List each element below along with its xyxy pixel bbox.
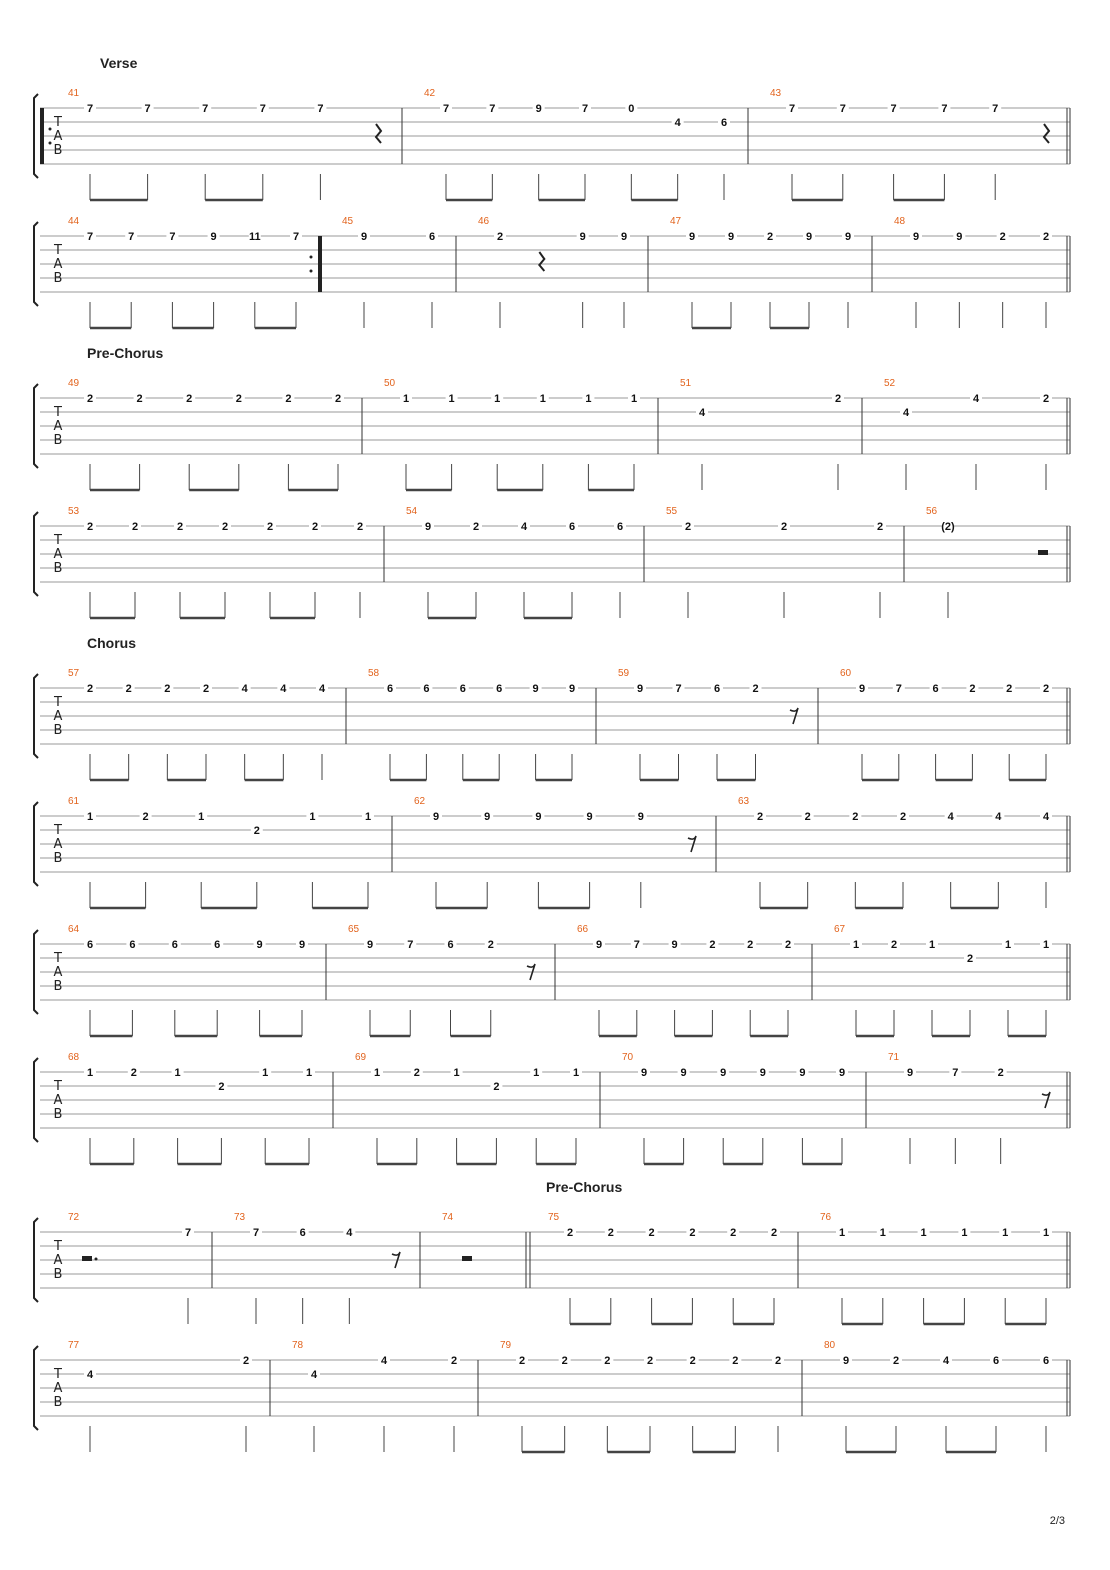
fret-number: 2	[689, 1227, 696, 1239]
fret-number: 9	[360, 231, 368, 243]
tab-clef-letter: A	[53, 547, 63, 562]
fret-number: 6	[171, 939, 178, 951]
fret-number: 1	[364, 811, 372, 823]
fret-number: 6	[423, 683, 430, 695]
measure-number: 60	[840, 668, 852, 679]
fret-number: 7	[788, 103, 796, 115]
tab-clef-letter: T	[54, 1079, 62, 1094]
measure-number: 77	[68, 1340, 80, 1351]
repeat-dot	[49, 142, 52, 145]
rest-dot	[95, 1258, 98, 1261]
measure-number: 66	[577, 924, 589, 935]
fret-number: 4	[1042, 811, 1050, 823]
tab-clef-letter: T	[54, 243, 62, 258]
measure-number: 42	[424, 88, 436, 99]
fret-number: 6	[992, 1355, 1000, 1367]
fret-number: 7	[489, 103, 496, 115]
fret-number: 7	[675, 683, 682, 695]
measure-number: 41	[68, 88, 80, 99]
fret-number: 2	[86, 683, 94, 695]
fret-number: 4	[380, 1355, 388, 1367]
tab-clef-letter: A	[53, 1253, 63, 1268]
fret-number: 6	[932, 683, 939, 695]
fret-number: 2	[266, 521, 274, 533]
fret-number: 2	[756, 811, 764, 823]
fret-number: 4	[241, 683, 248, 695]
measure-number: 65	[348, 924, 360, 935]
fret-number: 4	[280, 683, 287, 695]
fret-number: 2	[235, 393, 242, 405]
system-bracket	[34, 1218, 38, 1302]
fret-number: 1	[879, 1227, 886, 1239]
measure-number: 45	[342, 216, 354, 227]
tab-clef-letter: B	[53, 1395, 63, 1410]
fret-number: 2	[130, 1067, 137, 1079]
measure-number: 43	[770, 88, 782, 99]
fret-number: 4	[972, 393, 980, 405]
fret-number: 9	[956, 231, 963, 243]
fret-number: 1	[1004, 939, 1012, 951]
tab-clef-letter: B	[53, 851, 63, 866]
fret-number: 2	[648, 1227, 655, 1239]
fret-number: 2	[770, 1227, 778, 1239]
fret-number: 9	[532, 683, 539, 695]
fret-number: 1	[86, 811, 94, 823]
tab-clef-letter: A	[53, 1381, 63, 1396]
fret-number: 1	[402, 393, 410, 405]
measure-number: 50	[384, 378, 396, 389]
tab-clef-letter: B	[53, 143, 63, 158]
fret-number: 2	[186, 393, 193, 405]
fret-number: 7	[895, 683, 902, 695]
system-bracket	[34, 512, 38, 596]
measure-number: 78	[292, 1340, 304, 1351]
fret-number: 9	[535, 103, 542, 115]
fret-number: 2	[356, 521, 364, 533]
fret-number: 9	[844, 231, 852, 243]
measure-number: 54	[406, 506, 418, 517]
measure-number: 64	[68, 924, 80, 935]
measure-number: 53	[68, 506, 80, 517]
half-rest	[462, 1256, 472, 1261]
fret-number: 2	[125, 683, 132, 695]
tab-clef-letter: T	[54, 695, 62, 710]
fret-number: 7	[252, 1227, 260, 1239]
fret-number: 2	[834, 393, 842, 405]
fret-number: 2	[487, 939, 494, 951]
fret-number: 9	[688, 231, 696, 243]
fret-number: 2	[780, 521, 788, 533]
fret-number: 6	[720, 117, 728, 129]
fret-number: 2	[131, 521, 139, 533]
fret-number: 9	[484, 811, 491, 823]
fret-number: 2	[607, 1227, 614, 1239]
fret-number: 2	[86, 393, 94, 405]
repeat-end-thick-bar	[318, 236, 322, 292]
fret-number: 1	[448, 393, 455, 405]
fret-number: 7	[86, 231, 94, 243]
tab-clef-letter: A	[53, 257, 63, 272]
fret-number: 9	[799, 1067, 806, 1079]
fret-number: 1	[174, 1067, 181, 1079]
repeat-dot	[49, 128, 52, 131]
fret-number: 6	[428, 231, 436, 243]
fret-number: 9	[636, 683, 644, 695]
fret-number: 6	[616, 521, 624, 533]
fret-number: 9	[620, 231, 628, 243]
fret-number: 4	[902, 407, 910, 419]
fret-number: 1	[630, 393, 638, 405]
fret-number: (2)	[941, 521, 955, 533]
fret-number: 1	[928, 939, 936, 951]
fret-number: 9	[640, 1067, 648, 1079]
fret-number: 4	[86, 1369, 94, 1381]
fret-number: 6	[496, 683, 503, 695]
system-bracket	[34, 1058, 38, 1142]
fret-number: 7	[952, 1067, 959, 1079]
section-label: Chorus	[87, 635, 136, 651]
tab-clef-letter: T	[54, 1239, 62, 1254]
fret-number: 2	[450, 1355, 458, 1367]
system-bracket	[34, 94, 38, 178]
fret-number: 2	[242, 1355, 250, 1367]
system-bracket	[34, 930, 38, 1014]
tab-clef-letter: B	[53, 979, 63, 994]
tab-clef-letter: T	[54, 1367, 62, 1382]
system-bracket	[34, 1346, 38, 1430]
fret-number: 4	[346, 1227, 353, 1239]
fret-number: 1	[1042, 939, 1050, 951]
system-bracket	[34, 384, 38, 468]
fret-number: 2	[493, 1081, 500, 1093]
measure-number: 79	[500, 1340, 512, 1351]
half-rest	[82, 1256, 92, 1261]
section-label: Pre-Chorus	[87, 345, 164, 361]
tab-clef-letter: B	[53, 723, 63, 738]
measure-number: 56	[926, 506, 938, 517]
fret-number: 6	[459, 683, 466, 695]
fret-number: 2	[221, 521, 229, 533]
measure-number: 62	[414, 796, 426, 807]
fret-number: 7	[202, 103, 209, 115]
measure-number: 55	[666, 506, 678, 517]
fret-number: 7	[581, 103, 589, 115]
measure-number: 74	[442, 1212, 454, 1223]
fret-number: 1	[309, 811, 316, 823]
fret-number: 0	[628, 103, 635, 115]
fret-number: 2	[876, 521, 884, 533]
tab-clef-letter: B	[53, 1107, 63, 1122]
section-label: Verse	[100, 55, 138, 71]
measure-number: 49	[68, 378, 80, 389]
fret-number: 7	[633, 939, 640, 951]
fret-number: 1	[539, 393, 546, 405]
fret-number: 9	[838, 1067, 846, 1079]
fret-number: 7	[128, 231, 135, 243]
measure-number: 72	[68, 1212, 80, 1223]
fret-number: 6	[386, 683, 394, 695]
measure-number: 67	[834, 924, 846, 935]
fret-number: 2	[334, 393, 342, 405]
fret-number: 9	[912, 231, 920, 243]
measure-number: 71	[888, 1052, 900, 1063]
fret-number: 2	[142, 811, 149, 823]
fret-number: 9	[759, 1067, 766, 1079]
tab-clef-letter: A	[53, 965, 63, 980]
fret-number: 1	[961, 1227, 968, 1239]
fret-number: 2	[774, 1355, 782, 1367]
fret-number: 9	[432, 811, 440, 823]
fret-number: 2	[684, 521, 692, 533]
fret-number: 9	[586, 811, 593, 823]
fret-number: 7	[259, 103, 266, 115]
fret-number: 2	[311, 521, 319, 533]
measure-number: 46	[478, 216, 490, 227]
fret-number: 2	[86, 521, 94, 533]
tab-clef-letter: A	[53, 837, 63, 852]
measure-number: 63	[738, 796, 750, 807]
measure-number: 68	[68, 1052, 80, 1063]
fret-number: 9	[637, 811, 644, 823]
fret-number: 2	[176, 521, 184, 533]
measure-number: 70	[622, 1052, 634, 1063]
repeat-dot	[310, 256, 313, 259]
fret-number: 4	[942, 1355, 950, 1367]
fret-number: 7	[317, 103, 324, 115]
fret-number: 9	[720, 1067, 727, 1079]
fret-number: 2	[604, 1355, 611, 1367]
fret-number: 2	[1042, 231, 1050, 243]
fret-number: 2	[899, 811, 907, 823]
fret-number: 7	[992, 103, 999, 115]
measure-number: 80	[824, 1340, 836, 1351]
tab-clef-letter: T	[54, 405, 62, 420]
fret-number: 6	[129, 939, 136, 951]
fret-number: 1	[494, 393, 501, 405]
fret-number: 7	[941, 103, 948, 115]
fret-number: 2	[218, 1081, 225, 1093]
fret-number: 2	[890, 939, 898, 951]
fret-number: 6	[568, 521, 576, 533]
fret-number: 2	[136, 393, 143, 405]
page-number: 2/3	[1049, 1515, 1065, 1527]
tab-clef-letter: T	[54, 823, 62, 838]
fret-number: 7	[890, 103, 897, 115]
fret-number: 2	[969, 683, 976, 695]
fret-number: 2	[164, 683, 171, 695]
tab-clef-letter: T	[54, 115, 62, 130]
tab-clef-letter: A	[53, 1093, 63, 1108]
tab-clef-letter: B	[53, 1267, 63, 1282]
fret-number: 1	[198, 811, 205, 823]
fret-number: 7	[407, 939, 414, 951]
quarter-rest	[1044, 124, 1049, 143]
measure-number: 44	[68, 216, 80, 227]
fret-number: 9	[568, 683, 576, 695]
fret-number: 2	[709, 939, 716, 951]
fret-number: 6	[299, 1227, 306, 1239]
fret-number: 1	[453, 1067, 460, 1079]
tab-clef-letter: A	[53, 709, 63, 724]
fret-number: 1	[533, 1067, 540, 1079]
fret-number: 9	[366, 939, 374, 951]
fret-number: 2	[730, 1227, 737, 1239]
fret-number: 7	[839, 103, 846, 115]
half-rest	[1038, 550, 1048, 555]
tab-clef-letter: T	[54, 533, 62, 548]
fret-number: 7	[169, 231, 176, 243]
fret-number: 9	[858, 683, 866, 695]
measure-number: 52	[884, 378, 896, 389]
measure-number: 73	[234, 1212, 246, 1223]
measure-number: 48	[894, 216, 906, 227]
system-bracket	[34, 802, 38, 886]
fret-number: 2	[496, 231, 504, 243]
fret-number: 6	[1042, 1355, 1050, 1367]
measure-number: 76	[820, 1212, 832, 1223]
fret-number: 2	[566, 1227, 574, 1239]
fret-number: 2	[1042, 683, 1050, 695]
fret-number: 4	[674, 117, 681, 129]
fret-number: 7	[292, 231, 300, 243]
fret-number: 9	[210, 231, 217, 243]
fret-number: 1	[86, 1067, 94, 1079]
fret-number: 2	[804, 811, 811, 823]
fret-number: 2	[646, 1355, 654, 1367]
fret-number: 2	[413, 1067, 420, 1079]
system-bracket	[34, 674, 38, 758]
measure-number: 58	[368, 668, 380, 679]
fret-number: 1	[1042, 1227, 1050, 1239]
fret-number: 2	[752, 683, 759, 695]
system-bracket	[34, 222, 38, 306]
fret-number: 7	[144, 103, 151, 115]
fret-number: 2	[561, 1355, 568, 1367]
measure-number: 61	[68, 796, 80, 807]
fret-number: 9	[424, 521, 432, 533]
measure-number: 59	[618, 668, 630, 679]
fret-number: 6	[447, 939, 454, 951]
fret-number: 2	[852, 811, 859, 823]
quarter-rest	[376, 124, 381, 143]
fret-number: 2	[766, 231, 774, 243]
fret-number: 9	[727, 231, 735, 243]
fret-number: 4	[995, 811, 1002, 823]
fret-number: 9	[595, 939, 603, 951]
fret-number: 2	[1042, 393, 1050, 405]
fret-number: 9	[805, 231, 813, 243]
fret-number: 2	[689, 1355, 696, 1367]
fret-number: 7	[442, 103, 450, 115]
fret-number: 9	[298, 939, 306, 951]
fret-number: 2	[732, 1355, 739, 1367]
fret-number: 11	[248, 231, 261, 243]
repeat-dot	[310, 270, 313, 273]
fret-number: 2	[1006, 683, 1013, 695]
tab-clef-letter: B	[53, 271, 63, 286]
fret-number: 2	[253, 825, 260, 837]
tab-clef-letter: B	[53, 561, 63, 576]
fret-number: 1	[585, 393, 592, 405]
fret-number: 9	[579, 231, 586, 243]
measure-number: 75	[548, 1212, 560, 1223]
fret-number: 1	[852, 939, 860, 951]
tab-clef-letter: A	[53, 129, 63, 144]
measure-number: 47	[670, 216, 682, 227]
fret-number: 2	[892, 1355, 900, 1367]
fret-number: 9	[535, 811, 542, 823]
fret-number: 1	[920, 1227, 927, 1239]
fret-number: 2	[784, 939, 792, 951]
measure-number: 69	[355, 1052, 367, 1063]
fret-number: 6	[713, 683, 721, 695]
fret-number: 9	[842, 1355, 850, 1367]
measure-number: 51	[680, 378, 692, 389]
fret-number: 9	[671, 939, 678, 951]
fret-number: 1	[572, 1067, 580, 1079]
fret-number: 1	[305, 1067, 313, 1079]
fret-number: 9	[256, 939, 263, 951]
fret-number: 2	[997, 1067, 1004, 1079]
fret-number: 4	[698, 407, 706, 419]
fret-number: 9	[906, 1067, 914, 1079]
tab-clef-letter: B	[53, 433, 63, 448]
tab-clef-letter: T	[54, 951, 62, 966]
fret-number: 6	[86, 939, 94, 951]
fret-number: 2	[202, 683, 210, 695]
quarter-rest	[539, 252, 544, 271]
fret-number: 4	[520, 521, 528, 533]
fret-number: 4	[947, 811, 954, 823]
measure-number: 57	[68, 668, 80, 679]
fret-number: 2	[285, 393, 292, 405]
repeat-start-thick-bar	[40, 108, 44, 164]
fret-number: 6	[214, 939, 221, 951]
fret-number: 1	[373, 1067, 381, 1079]
fret-number: 2	[747, 939, 754, 951]
section-label: Pre-Chorus	[546, 1179, 623, 1195]
fret-number: 7	[184, 1227, 192, 1239]
fret-number: 2	[999, 231, 1006, 243]
tab-clef-letter: A	[53, 419, 63, 434]
fret-number: 1	[838, 1227, 846, 1239]
fret-number: 1	[1002, 1227, 1009, 1239]
fret-number: 4	[318, 683, 326, 695]
fret-number: 7	[86, 103, 94, 115]
fret-number: 4	[310, 1369, 318, 1381]
fret-number: 9	[680, 1067, 687, 1079]
fret-number: 2	[966, 953, 974, 965]
fret-number: 2	[518, 1355, 526, 1367]
fret-number: 1	[262, 1067, 269, 1079]
fret-number: 2	[472, 521, 480, 533]
